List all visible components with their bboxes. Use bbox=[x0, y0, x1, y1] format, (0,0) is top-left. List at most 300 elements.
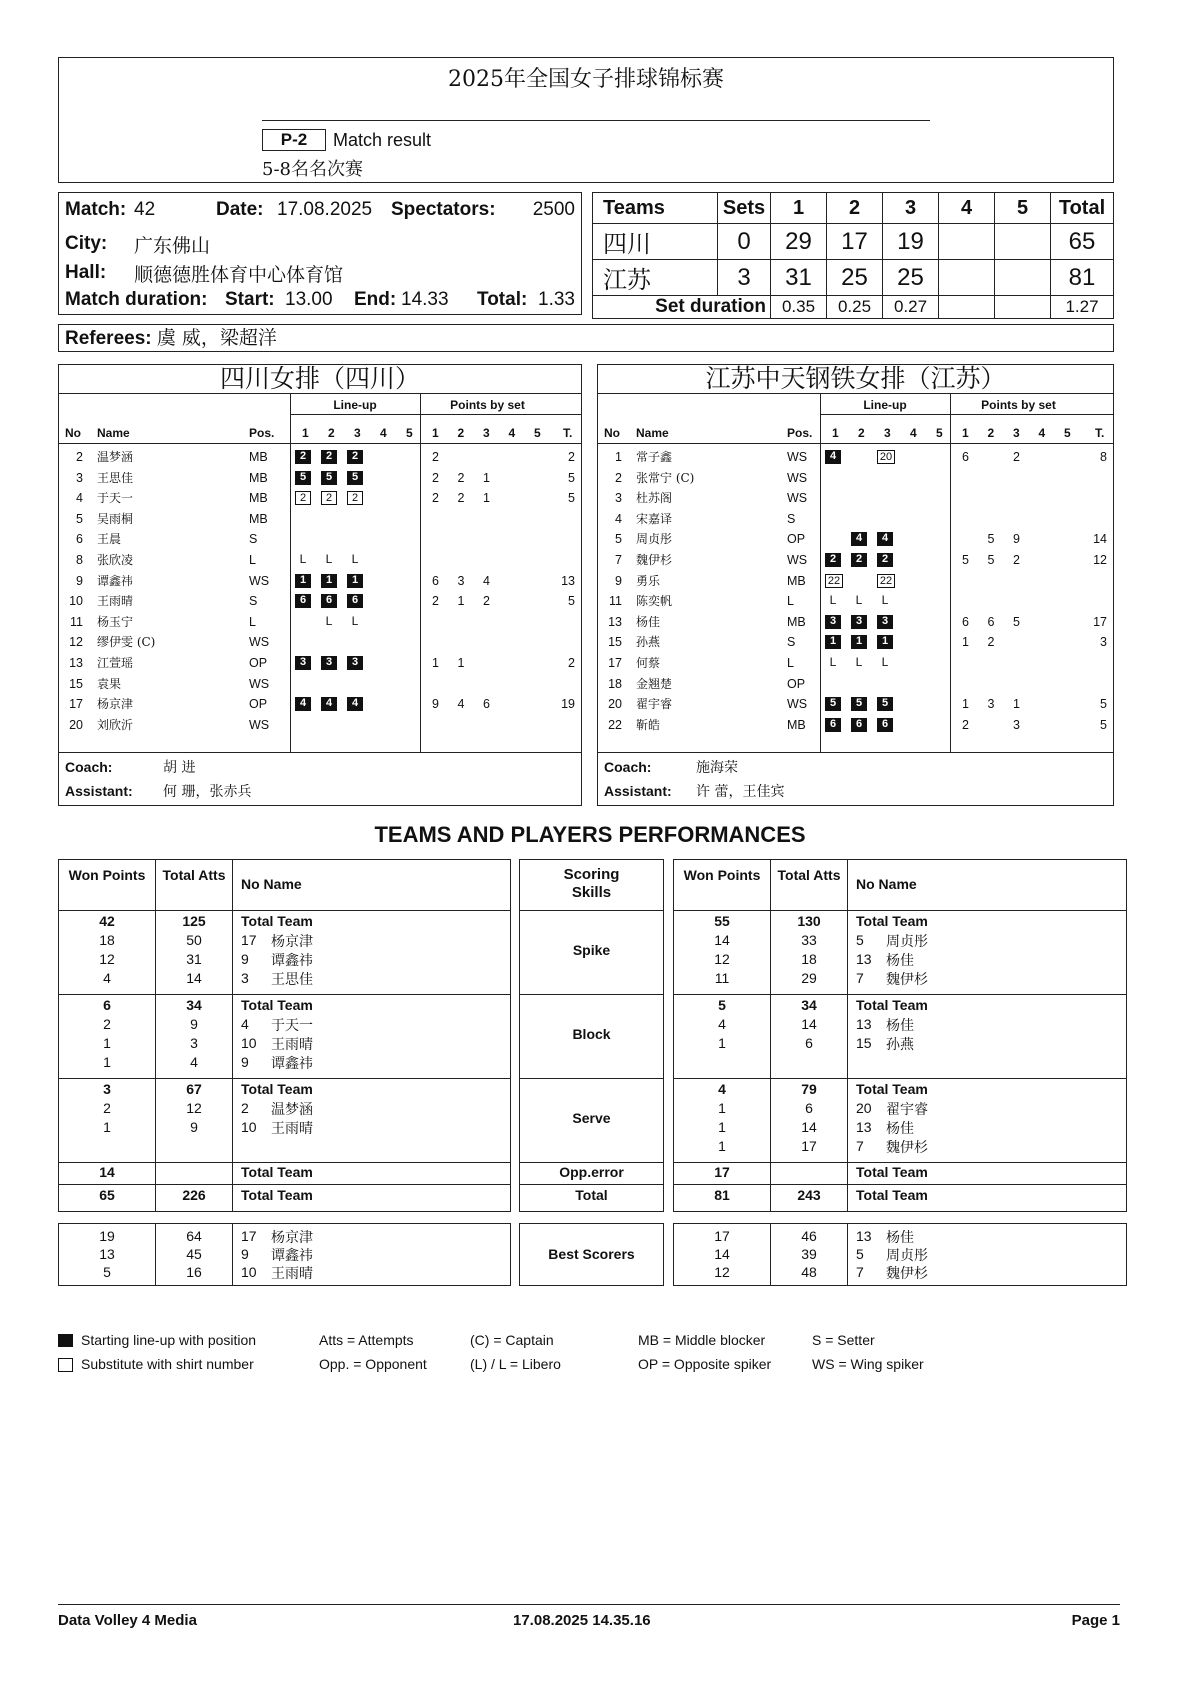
set-points: 6 bbox=[962, 450, 969, 464]
score-team-name: 四川 bbox=[593, 224, 718, 260]
best-scorer-points: 13 bbox=[99, 1246, 115, 1262]
lineup-mark: 1 bbox=[851, 635, 867, 649]
lineup-mark: 2 bbox=[321, 491, 337, 505]
best-scorer-atts: 45 bbox=[186, 1246, 202, 1262]
total-points: 13 bbox=[561, 573, 575, 588]
legend-opp: Opp. = Opponent bbox=[319, 1356, 427, 1372]
player-number: 9 bbox=[241, 1246, 249, 1262]
lineup-mark: 4 bbox=[321, 697, 337, 711]
player-number: 5 bbox=[856, 932, 864, 948]
score-sets: 0 bbox=[718, 224, 771, 260]
total-points: 2 bbox=[568, 450, 575, 464]
player-name: 袁果 bbox=[97, 676, 122, 691]
lineup-mark: 2 bbox=[321, 450, 337, 464]
total-label: Total Team bbox=[241, 1187, 313, 1203]
player-position: S bbox=[249, 532, 258, 547]
player-name: 常子鑫 bbox=[636, 450, 673, 464]
player-number: 10 bbox=[241, 1035, 257, 1051]
section-rule bbox=[59, 1078, 510, 1079]
lineup-mark: 6 bbox=[851, 718, 867, 732]
set-points: 1 bbox=[483, 470, 490, 485]
set-points: 2 bbox=[483, 594, 490, 609]
score-total: 65 bbox=[1051, 224, 1114, 260]
total-label: Total Team bbox=[856, 1187, 928, 1203]
player-name: 于天一 bbox=[97, 491, 134, 506]
player-position: S bbox=[787, 635, 796, 650]
total-atts: 12 bbox=[186, 1100, 202, 1116]
col-header-lineup-set: 3 bbox=[884, 426, 891, 440]
end-time: 14.33 bbox=[401, 289, 449, 310]
col-header-lineup-set: 3 bbox=[354, 426, 361, 440]
player-name: 周贞彤 bbox=[636, 532, 673, 547]
lineup-mark: 2 bbox=[347, 491, 363, 505]
total-atts: 125 bbox=[182, 913, 206, 929]
player-position: S bbox=[249, 594, 258, 609]
total-atts: 79 bbox=[801, 1081, 817, 1097]
lineup-mark: 6 bbox=[825, 718, 841, 732]
lineup-mark: 2 bbox=[295, 491, 311, 505]
section-rule bbox=[59, 1162, 510, 1163]
lineup-mark: 6 bbox=[877, 718, 893, 732]
set-points: 1 bbox=[457, 656, 465, 670]
referees-label: Referees: bbox=[65, 328, 152, 349]
player-name: 谭鑫祎 bbox=[271, 953, 313, 969]
header-rule bbox=[59, 910, 510, 911]
best-scorer-atts: 16 bbox=[186, 1264, 202, 1280]
set-points: 3 bbox=[1013, 717, 1020, 732]
player-position: WS bbox=[249, 717, 270, 732]
lineup-mark: 5 bbox=[347, 471, 363, 485]
points-by-set-header: Points by set bbox=[981, 398, 1056, 412]
set-duration-row bbox=[593, 296, 1114, 319]
player-number: 6 bbox=[76, 532, 83, 547]
player-number: 3 bbox=[76, 470, 83, 485]
total-atts: 50 bbox=[186, 932, 202, 948]
best-scorers-label: Best Scorers bbox=[548, 1246, 635, 1262]
points-by-set-header: Points by set bbox=[450, 398, 525, 412]
total-points: 3 bbox=[1100, 635, 1107, 650]
legend-starting-swatch bbox=[58, 1334, 73, 1347]
player-number: 5 bbox=[856, 1246, 864, 1262]
set-points: 2 bbox=[457, 470, 465, 485]
player-name: 勇乐 bbox=[636, 573, 661, 588]
player-name: 谭鑫祎 bbox=[271, 1248, 313, 1264]
player-number: 4 bbox=[76, 491, 83, 506]
col-header-noname: No Name bbox=[241, 876, 302, 892]
section-rule bbox=[520, 1162, 663, 1163]
total-atts: 31 bbox=[186, 951, 202, 967]
score-total: 81 bbox=[1051, 260, 1114, 296]
player-name: 翟宇睿 bbox=[636, 697, 673, 712]
divider bbox=[770, 860, 771, 1211]
player-number: 2 bbox=[241, 1100, 249, 1116]
player-name: 杨佳 bbox=[886, 1121, 914, 1137]
set-duration bbox=[939, 296, 995, 319]
player-number: 17 bbox=[608, 656, 622, 670]
best-scorers-team-b bbox=[673, 1223, 1127, 1286]
player-row bbox=[59, 468, 581, 489]
player-position: WS bbox=[249, 635, 270, 650]
player-row bbox=[59, 591, 581, 612]
hall-label: Hall: bbox=[65, 262, 107, 283]
set-points: 9 bbox=[432, 697, 439, 712]
set-points: 6 bbox=[483, 697, 490, 712]
col-header-won: Won Points bbox=[683, 867, 761, 883]
player-position: MB bbox=[787, 573, 806, 588]
start-time: 13.00 bbox=[285, 289, 333, 310]
set-points: 5 bbox=[987, 532, 995, 547]
player-row bbox=[59, 529, 581, 550]
header-box bbox=[58, 57, 1114, 183]
total-atts: 33 bbox=[801, 932, 817, 948]
header-rule bbox=[59, 443, 581, 444]
won-points: 11 bbox=[714, 970, 730, 986]
won-points: 14 bbox=[714, 932, 730, 948]
roster-team-a bbox=[58, 364, 582, 806]
won-points: 2 bbox=[103, 1016, 111, 1032]
player-name: 谭鑫祎 bbox=[271, 1056, 313, 1072]
set-points: 2 bbox=[432, 594, 439, 609]
report-name: Match result bbox=[333, 130, 432, 150]
match-phase: 5-8名名次赛 bbox=[262, 159, 363, 180]
player-number: 17 bbox=[241, 1228, 257, 1244]
player-name: 魏伊杉 bbox=[886, 972, 928, 988]
player-position: WS bbox=[249, 573, 270, 588]
col-header-name: Name bbox=[636, 426, 669, 440]
total-atts: 14 bbox=[186, 970, 202, 986]
score-header-set3: 3 bbox=[883, 193, 939, 224]
col-header-skills: Scoring Skills bbox=[563, 866, 620, 901]
duration-label: Match duration: bbox=[65, 289, 208, 310]
player-position: WS bbox=[787, 470, 808, 485]
player-position: L bbox=[787, 594, 794, 609]
total-points: 2 bbox=[568, 656, 575, 670]
roster-grid bbox=[598, 394, 1113, 753]
divider bbox=[847, 1224, 848, 1285]
total-atts: 17 bbox=[801, 1138, 817, 1154]
legend-starting: Starting line-up with position bbox=[81, 1332, 257, 1348]
coach-label: Coach: bbox=[604, 759, 652, 775]
col-header-lineup-set: 5 bbox=[936, 426, 943, 440]
player-number: 11 bbox=[70, 614, 83, 629]
lineup-mark: 1 bbox=[347, 574, 363, 588]
player-row bbox=[59, 488, 581, 509]
total-atts: 9 bbox=[190, 1016, 198, 1032]
assistant-names: 许 蕾，王佳宾 bbox=[696, 784, 785, 800]
assistant-names: 何 珊，张赤兵 bbox=[163, 784, 252, 800]
total-points: 19 bbox=[561, 697, 575, 712]
won-points: 55 bbox=[714, 913, 730, 929]
best-scorer-points: 12 bbox=[714, 1264, 730, 1280]
legend-captain: (C) = Captain bbox=[470, 1332, 554, 1348]
player-name: 杨京津 bbox=[271, 934, 313, 950]
col-header-lineup-set: 2 bbox=[328, 426, 335, 440]
won-points: 1 bbox=[718, 1119, 726, 1135]
player-number: 7 bbox=[615, 553, 622, 567]
player-number: 13 bbox=[856, 1119, 872, 1135]
coach-name: 胡 进 bbox=[163, 760, 196, 776]
city-value: 广东佛山 bbox=[134, 235, 211, 257]
set-duration-label: Set duration bbox=[593, 296, 771, 319]
player-name: 周贞彤 bbox=[886, 1248, 928, 1264]
player-number: 13 bbox=[856, 1228, 872, 1244]
player-name: 孙燕 bbox=[636, 635, 661, 650]
col-header-points-set: 1 bbox=[432, 426, 439, 440]
set-points: 1 bbox=[457, 594, 465, 609]
roster-grid bbox=[59, 394, 581, 753]
lineup-mark: 6 bbox=[295, 594, 311, 608]
player-position: OP bbox=[249, 697, 268, 712]
player-number: 3 bbox=[241, 970, 249, 986]
best-scorer-points: 17 bbox=[714, 1228, 730, 1244]
lineup-mark: 3 bbox=[851, 615, 867, 629]
coach-footer bbox=[598, 752, 1113, 805]
total-atts: 34 bbox=[186, 997, 202, 1013]
player-number: 4 bbox=[615, 511, 622, 526]
player-number: 11 bbox=[609, 594, 622, 609]
footer-page: Page 1 bbox=[1071, 1612, 1120, 1629]
score-header-set4: 4 bbox=[939, 193, 995, 224]
won-points: 4 bbox=[718, 1081, 726, 1097]
score-team-name: 江苏 bbox=[593, 260, 718, 296]
section-rule bbox=[520, 994, 663, 995]
set-points: 1 bbox=[483, 491, 490, 506]
set-points: 2 bbox=[962, 717, 969, 732]
col-header-lineup-set: 4 bbox=[380, 426, 387, 440]
player-name: 杨佳 bbox=[636, 614, 661, 629]
player-number: 9 bbox=[615, 573, 622, 588]
footer-rule bbox=[58, 1604, 1120, 1605]
player-row bbox=[598, 653, 1113, 674]
section-rule bbox=[59, 994, 510, 995]
lineup-mark: 2 bbox=[851, 553, 867, 567]
hall-value: 顺德德胜体育中心体育馆 bbox=[134, 264, 344, 286]
match-label: Match: bbox=[65, 199, 127, 220]
lineup-mark: 5 bbox=[321, 471, 337, 485]
player-name: 何蔡 bbox=[636, 656, 661, 670]
header-rule bbox=[820, 414, 1113, 415]
score-header-sets: Sets bbox=[718, 193, 771, 224]
lineup-mark: 22 bbox=[825, 574, 843, 588]
player-row bbox=[598, 509, 1113, 530]
section-rule bbox=[674, 1162, 1126, 1163]
col-header-noname: No Name bbox=[856, 876, 917, 892]
set-points: 5 bbox=[962, 553, 969, 567]
player-name: 翟宇睿 bbox=[886, 1102, 928, 1118]
divider bbox=[232, 1224, 233, 1285]
player-name: 王思佳 bbox=[271, 972, 313, 988]
player-row bbox=[59, 653, 581, 674]
total-label: Total: bbox=[477, 289, 528, 310]
col-header-points-set: 3 bbox=[1013, 426, 1020, 440]
player-name: 张常宁 (C) bbox=[636, 470, 695, 485]
set-points: 2 bbox=[1013, 450, 1020, 464]
set-points: 2 bbox=[432, 470, 439, 485]
player-row bbox=[598, 591, 1113, 612]
section-rule bbox=[59, 1184, 510, 1185]
set-duration: 0.35 bbox=[771, 296, 827, 319]
lineup-mark: L bbox=[855, 655, 863, 669]
player-name: 王晨 bbox=[97, 532, 122, 547]
player-number: 7 bbox=[856, 1264, 864, 1280]
col-header-points-set: 2 bbox=[987, 426, 995, 440]
match-number: 42 bbox=[134, 199, 156, 220]
lineup-mark: 1 bbox=[295, 574, 311, 588]
total-points: 17 bbox=[1093, 614, 1107, 629]
player-row bbox=[598, 612, 1113, 633]
player-number: 4 bbox=[241, 1016, 249, 1032]
lineup-mark: 3 bbox=[347, 656, 363, 670]
lineup-mark: 1 bbox=[321, 574, 337, 588]
legend-atts: Atts = Attempts bbox=[319, 1332, 414, 1348]
player-row bbox=[598, 447, 1113, 468]
score-header-set1: 1 bbox=[771, 193, 827, 224]
player-row bbox=[598, 550, 1113, 571]
player-name: 杜苏阁 bbox=[636, 491, 673, 506]
set-points: 5 bbox=[987, 553, 995, 567]
lineup-mark: 6 bbox=[347, 594, 363, 608]
player-number: 18 bbox=[608, 676, 622, 691]
best-scorer-points: 5 bbox=[103, 1264, 111, 1280]
footer-software: Data Volley 4 Media bbox=[58, 1612, 197, 1629]
player-position: OP bbox=[787, 676, 806, 691]
player-position: MB bbox=[249, 511, 268, 526]
performance-team-b bbox=[673, 859, 1127, 1212]
divider bbox=[155, 1224, 156, 1285]
player-name: 孙燕 bbox=[886, 1037, 914, 1053]
best-scorer-points: 14 bbox=[714, 1246, 730, 1262]
player-position: L bbox=[249, 614, 256, 629]
total-points: 5 bbox=[1100, 697, 1107, 712]
lineup-mark: 2 bbox=[347, 450, 363, 464]
player-row bbox=[59, 694, 581, 715]
won-points: 1 bbox=[718, 1035, 726, 1051]
set-duration bbox=[995, 296, 1051, 319]
player-name: 张欣凌 bbox=[97, 553, 134, 567]
player-number: 10 bbox=[241, 1264, 257, 1280]
player-number: 2 bbox=[615, 470, 622, 485]
start-label: Start: bbox=[225, 289, 275, 310]
total-duration: 1.33 bbox=[538, 289, 575, 310]
best-scorers-label-box bbox=[519, 1223, 664, 1286]
total-atts: 34 bbox=[801, 997, 817, 1013]
score-row-team-a bbox=[593, 224, 1114, 260]
total-points: 65 bbox=[99, 1187, 115, 1203]
set-points: 1 bbox=[432, 656, 439, 670]
team-title: 四川女排（四川） bbox=[59, 365, 581, 394]
referees-names: 虞 威，梁超洋 bbox=[156, 327, 277, 349]
title-rule bbox=[262, 120, 930, 121]
lineup-mark: 2 bbox=[877, 553, 893, 567]
opp-error-skill: Opp.error bbox=[559, 1164, 624, 1180]
player-position: MB bbox=[787, 614, 806, 629]
player-number: 12 bbox=[69, 635, 83, 650]
player-row bbox=[598, 571, 1113, 592]
divider bbox=[847, 860, 848, 1211]
won-points: 6 bbox=[103, 997, 111, 1013]
won-points: 1 bbox=[103, 1054, 111, 1070]
player-row bbox=[598, 694, 1113, 715]
player-number: 13 bbox=[856, 951, 872, 967]
spectators-count: 2500 bbox=[532, 199, 575, 220]
lineup-mark: 1 bbox=[877, 635, 893, 649]
score-header-set5: 5 bbox=[995, 193, 1051, 224]
player-position: WS bbox=[787, 697, 808, 712]
opp-error-points: 14 bbox=[99, 1164, 115, 1180]
won-points: 4 bbox=[718, 1016, 726, 1032]
score-set1: 31 bbox=[771, 260, 827, 296]
total-points: 14 bbox=[1093, 532, 1107, 547]
player-row bbox=[598, 468, 1113, 489]
won-points: 2 bbox=[103, 1100, 111, 1116]
legend-setter: S = Setter bbox=[812, 1332, 875, 1348]
col-header-pos: Pos. bbox=[787, 426, 813, 440]
total-atts: 67 bbox=[186, 1081, 202, 1097]
lineup-mark: L bbox=[829, 655, 837, 669]
total-atts: 226 bbox=[182, 1187, 206, 1203]
set-points: 1 bbox=[962, 635, 969, 650]
lineup-mark: 5 bbox=[295, 471, 311, 485]
performance-team-a bbox=[58, 859, 511, 1212]
total-points: 5 bbox=[1100, 717, 1107, 732]
lineup-mark: 5 bbox=[825, 697, 841, 711]
won-points: 3 bbox=[103, 1081, 111, 1097]
lineup-mark: L bbox=[299, 552, 307, 566]
player-name: 王雨晴 bbox=[271, 1037, 313, 1053]
set-duration-total: 1.27 bbox=[1051, 296, 1114, 319]
player-position: MB bbox=[249, 450, 268, 464]
player-number: 8 bbox=[76, 553, 83, 567]
set-points: 6 bbox=[432, 573, 439, 588]
header-rule bbox=[598, 443, 1113, 444]
city-label: City: bbox=[65, 233, 108, 254]
player-number: 13 bbox=[69, 656, 83, 670]
set-points: 2 bbox=[1013, 553, 1020, 567]
player-name: 温梦涵 bbox=[271, 1102, 313, 1118]
col-header-lineup-set: 4 bbox=[910, 426, 917, 440]
player-number: 7 bbox=[856, 970, 864, 986]
col-header-no: No bbox=[604, 426, 620, 440]
player-name: 杨佳 bbox=[886, 1230, 914, 1246]
assistant-label: Assistant: bbox=[65, 783, 133, 799]
score-sets: 3 bbox=[718, 260, 771, 296]
player-position: L bbox=[249, 553, 256, 567]
col-header-lineup-set: 1 bbox=[832, 426, 839, 440]
lineup-mark: 6 bbox=[321, 594, 337, 608]
player-position: MB bbox=[249, 470, 268, 485]
col-header-lineup-set: 1 bbox=[302, 426, 309, 440]
set-points: 6 bbox=[987, 614, 995, 629]
divider bbox=[770, 1224, 771, 1285]
player-position: MB bbox=[249, 491, 268, 506]
player-number: 5 bbox=[76, 511, 83, 526]
player-name: 温梦涵 bbox=[97, 450, 134, 464]
player-position: L bbox=[787, 656, 794, 670]
total-atts: 3 bbox=[190, 1035, 198, 1051]
player-row bbox=[59, 447, 581, 468]
player-number: 10 bbox=[69, 594, 83, 609]
col-header-atts: Total Atts bbox=[777, 867, 841, 883]
player-number: 13 bbox=[608, 614, 622, 629]
total-atts: 6 bbox=[805, 1035, 813, 1051]
header-rule bbox=[674, 910, 1126, 911]
total-atts: 14 bbox=[801, 1119, 817, 1135]
col-header-points-set: 4 bbox=[508, 426, 516, 440]
legend-op: OP = Opposite spiker bbox=[638, 1356, 772, 1372]
divider bbox=[155, 860, 156, 1211]
player-name: 王雨晴 bbox=[271, 1121, 313, 1137]
col-header-points-set: 4 bbox=[1038, 426, 1046, 440]
